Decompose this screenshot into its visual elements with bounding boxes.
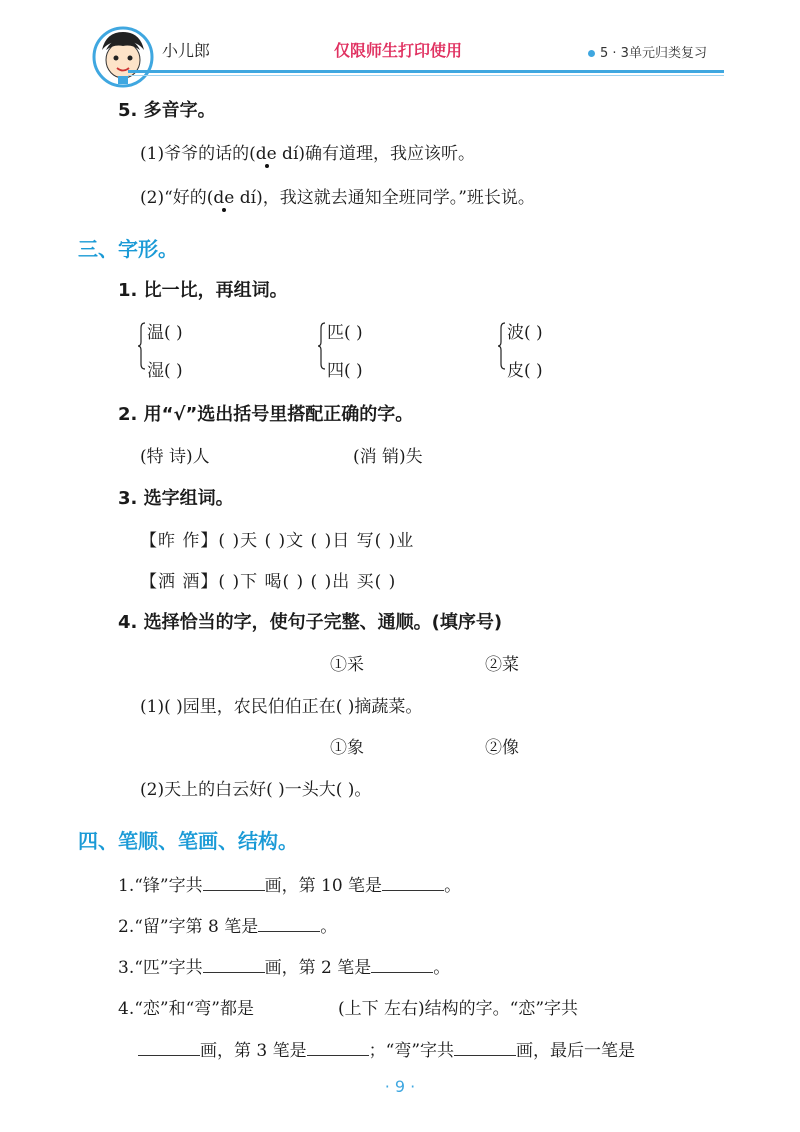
s4-l5-text-b: ；“弯”字共 [368, 1041, 455, 1061]
q2-item-1: (特 诗)人 [140, 447, 210, 467]
q5-title: 5. 多音字。 [118, 100, 216, 121]
brace-icon [498, 322, 506, 370]
compare-3-top: 波( ) [507, 323, 543, 343]
s3-q3-title: 3. 选字组词。 [118, 488, 234, 509]
answer-blank[interactable] [138, 1039, 200, 1056]
s4-l3-text-a: 3.“匹”字共 [118, 958, 203, 978]
q3-row-1: 【昨 作】( )天 ( )文 ( )日 写( )业 [140, 531, 415, 551]
section-4-title: 四、笔顺、笔画、结构。 [78, 829, 298, 853]
q4-option-2a: ①象 [330, 738, 364, 758]
q4-option-1a: ①采 [330, 655, 364, 675]
s3-q2-title: 2. 用“√”选出括号里搭配正确的字。 [118, 404, 414, 425]
s4-l3-text-b: 画，第 2 笔是 [264, 958, 372, 978]
compare-3-bottom: 皮( ) [507, 361, 543, 381]
s4-line-3 [118, 953, 450, 978]
emphasis-dot-icon [265, 164, 269, 168]
s4-l1-text-b: 画，第 10 笔是 [264, 876, 383, 896]
q4-option-1b: ②菜 [485, 655, 519, 675]
brace-icon [318, 322, 326, 370]
s4-l4-text-b: (上下 左右)结构的字。“恋”字共 [337, 999, 579, 1019]
s4-l3-text-c: 。 [433, 958, 451, 978]
s4-l2-text-a: 2.“留”字第 8 笔是 [118, 917, 259, 937]
s4-l5-text-a: 画，第 3 笔是 [200, 1041, 307, 1061]
section-dot-icon [588, 50, 595, 57]
s4-line-4 [118, 994, 578, 1019]
emphasis-dot-icon [222, 208, 226, 212]
q4-option-2b: ②像 [485, 738, 519, 758]
header-rule-thin [128, 75, 724, 76]
s4-line-1 [118, 871, 461, 896]
answer-blank[interactable] [454, 1039, 516, 1056]
compare-1-top: 温( ) [147, 323, 183, 343]
header-rule [128, 70, 724, 73]
q3-row-2: 【洒 酒】( )下 喝( ) ( )出 买( ) [140, 572, 397, 592]
print-notice: 仅限师生打印使用 [334, 41, 463, 60]
s3-q4-title: 4. 选择恰当的字，使句子完整、通顺。(填序号) [118, 612, 503, 633]
section-tag: 5 · 3单元归类复习 [600, 46, 707, 61]
compare-2-top: 匹( ) [327, 323, 363, 343]
brand-name: 小儿郎 [162, 41, 211, 60]
answer-blank[interactable] [382, 874, 444, 891]
answer-blank[interactable] [307, 1039, 369, 1056]
brace-icon [138, 322, 146, 370]
s3-q1-title: 1. 比一比，再组词。 [118, 280, 288, 301]
s4-line-2 [118, 912, 337, 937]
s4-l4-text-a: 4.“恋”和“弯”都是 [118, 999, 254, 1019]
answer-blank[interactable] [371, 956, 433, 973]
q4-line-1: (1)( )园里，农民伯伯正在( )摘蔬菜。 [140, 697, 423, 717]
compare-1-bottom: 湿( ) [147, 361, 183, 381]
compare-2-bottom: 四( ) [327, 361, 363, 381]
mascot-avatar-icon [92, 26, 154, 88]
s4-l2-text-b: 。 [320, 917, 338, 937]
q5-line-1: (1)爷爷的话的(de dí)确有道理，我应该听。 [140, 144, 476, 164]
s4-l1-text-c: 。 [444, 876, 462, 896]
page-number: · 9 · [384, 1077, 416, 1096]
answer-blank[interactable] [258, 915, 320, 932]
q2-item-2: (消 销)失 [353, 447, 423, 467]
q5-line-2: (2)“好的(de dí)，我这就去通知全班同学。”班长说。 [140, 188, 535, 208]
answer-blank[interactable] [203, 874, 265, 891]
section-3-title: 三、字形。 [78, 237, 178, 261]
s4-l1-text-a: 1.“锋”字共 [118, 876, 203, 896]
s4-line-5 [138, 1036, 635, 1061]
q4-line-2: (2)天上的白云好( )一头大( )。 [140, 780, 372, 800]
answer-blank[interactable] [203, 956, 265, 973]
s4-l5-text-c: 画，最后一笔是 [516, 1041, 636, 1061]
